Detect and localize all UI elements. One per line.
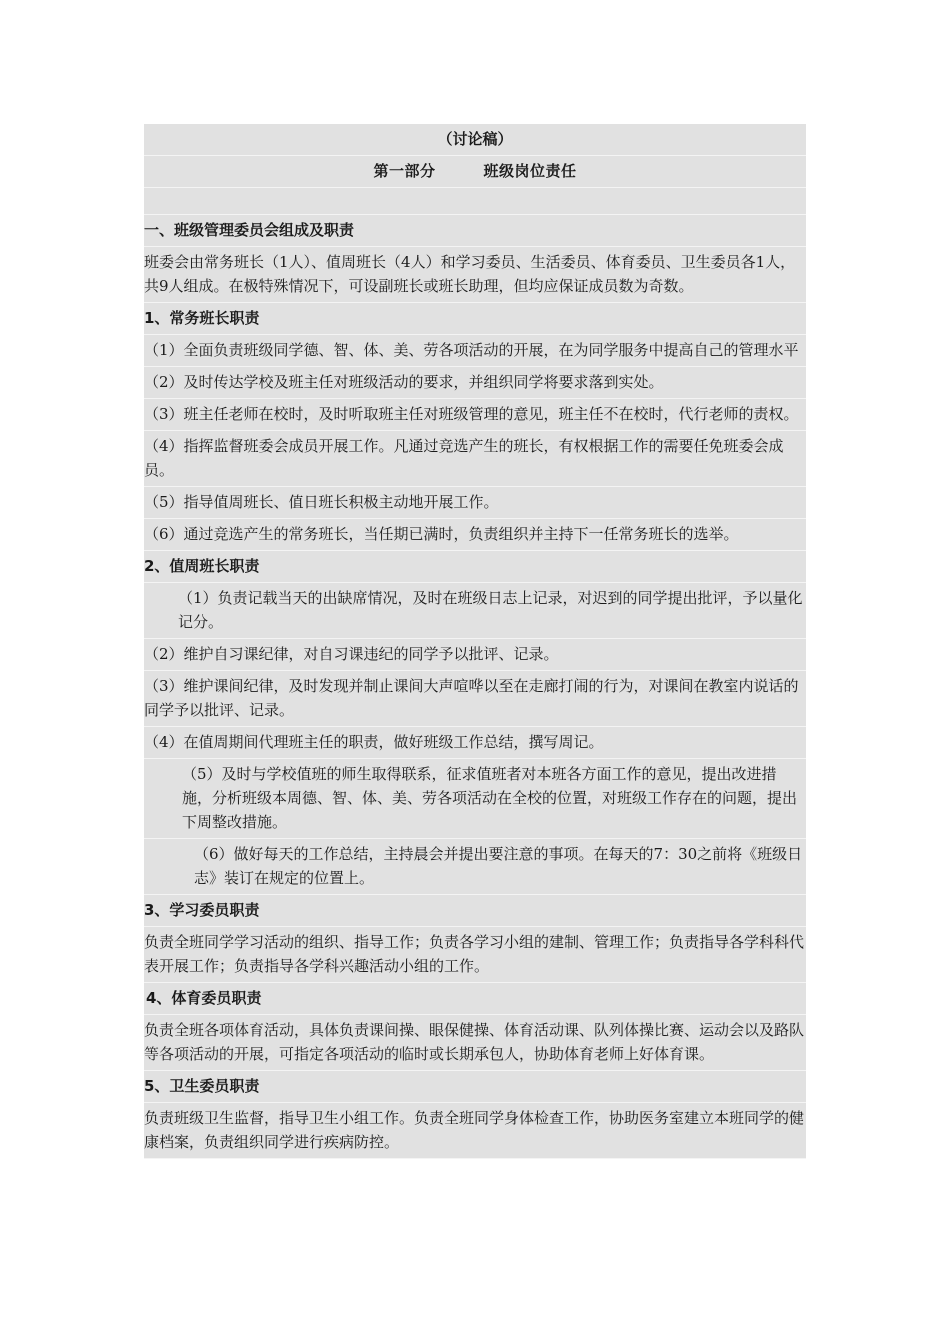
monitor-item: （2）及时传达学校及班主任对班级活动的要求，并组织同学将要求落到实处。 <box>144 367 806 399</box>
weekly-item: （3）维护课间纪律，及时发现并制止课间大声喧哗以至在走廊打闹的行为，对课间在教室内说话的同学予以批评、记录。 <box>144 671 806 727</box>
part-title <box>144 156 806 188</box>
section-heading: 一、班级管理委员会组成及职责 <box>144 215 806 247</box>
monitor-heading: 1、常务班长职责 <box>144 303 806 335</box>
part-title-number: 第一部分 <box>373 162 436 180</box>
sports-text: 负责全班各项体育活动，具体负责课间操、眼保健操、体育活动课、队列体操比赛、运动会以及路队等各项活动的开展，可指定各项活动的临时或长期承包人，协助体育老师上好体育课。 <box>144 1015 806 1071</box>
monitor-item: （3）班主任老师在校时，及时听取班主任对班级管理的意见，班主任不在校时，代行老师的责权。 <box>144 399 806 431</box>
blank-row <box>144 188 806 215</box>
draft-label: （讨论稿） <box>144 124 806 156</box>
hygiene-heading: 5、卫生委员职责 <box>144 1071 806 1103</box>
weekly-item: （6）做好每天的工作总结，主持晨会并提出要注意的事项。在每天的7：30之前将《班级日志》装订在规定的位置上。 <box>144 839 806 895</box>
sports-heading: 4、体育委员职责 <box>144 983 806 1015</box>
weekly-item: （4）在值周期间代理班主任的职责，做好班级工作总结，撰写周记。 <box>144 727 806 759</box>
study-heading: 3、学习委员职责 <box>144 895 806 927</box>
monitor-item: （1）全面负责班级同学德、智、体、美、劳各项活动的开展，在为同学服务中提高自己的管理水平 <box>144 335 806 367</box>
weekly-heading: 2、值周班长职责 <box>144 551 806 583</box>
part-title-name: 班级岗位责任 <box>483 162 577 180</box>
weekly-item: （2）维护自习课纪律，对自习课违纪的同学予以批评、记录。 <box>144 639 806 671</box>
hygiene-text: 负责班级卫生监督，指导卫生小组工作。负责全班同学身体检查工作，协助医务室建立本班同学的健康档案，负责组织同学进行疾病防控。 <box>144 1103 806 1159</box>
document-body <box>144 124 806 1159</box>
monitor-item: （4）指挥监督班委会成员开展工作。凡通过竞选产生的班长，有权根据工作的需要任免班委会成员。 <box>144 431 806 487</box>
monitor-item: （6）通过竞选产生的常务班长，当任期已满时，负责组织并主持下一任常务班长的选举。 <box>144 519 806 551</box>
section-intro: 班委会由常务班长（1人）、值周班长（4人）和学习委员、生活委员、体育委员、卫生委员各1人，共9人组成。在极特殊情况下，可设副班长或班长助理，但均应保证成员数为奇数。 <box>144 247 806 303</box>
study-text: 负责全班同学学习活动的组织、指导工作；负责各学习小组的建制、管理工作；负责指导各学科科代表开展工作；负责指导各学科兴趣活动小组的工作。 <box>144 927 806 983</box>
monitor-item: （5）指导值周班长、值日班长积极主动地开展工作。 <box>144 487 806 519</box>
weekly-item: （5）及时与学校值班的师生取得联系，征求值班者对本班各方面工作的意见，提出改进措施，分析班级本周德、智、体、美、劳各项活动在全校的位置，对班级工作存在的问题，提出下周整改措施。 <box>144 759 806 839</box>
weekly-item: （1）负责记载当天的出缺席情况，及时在班级日志上记录，对迟到的同学提出批评，予以量化记分。 <box>144 583 806 639</box>
